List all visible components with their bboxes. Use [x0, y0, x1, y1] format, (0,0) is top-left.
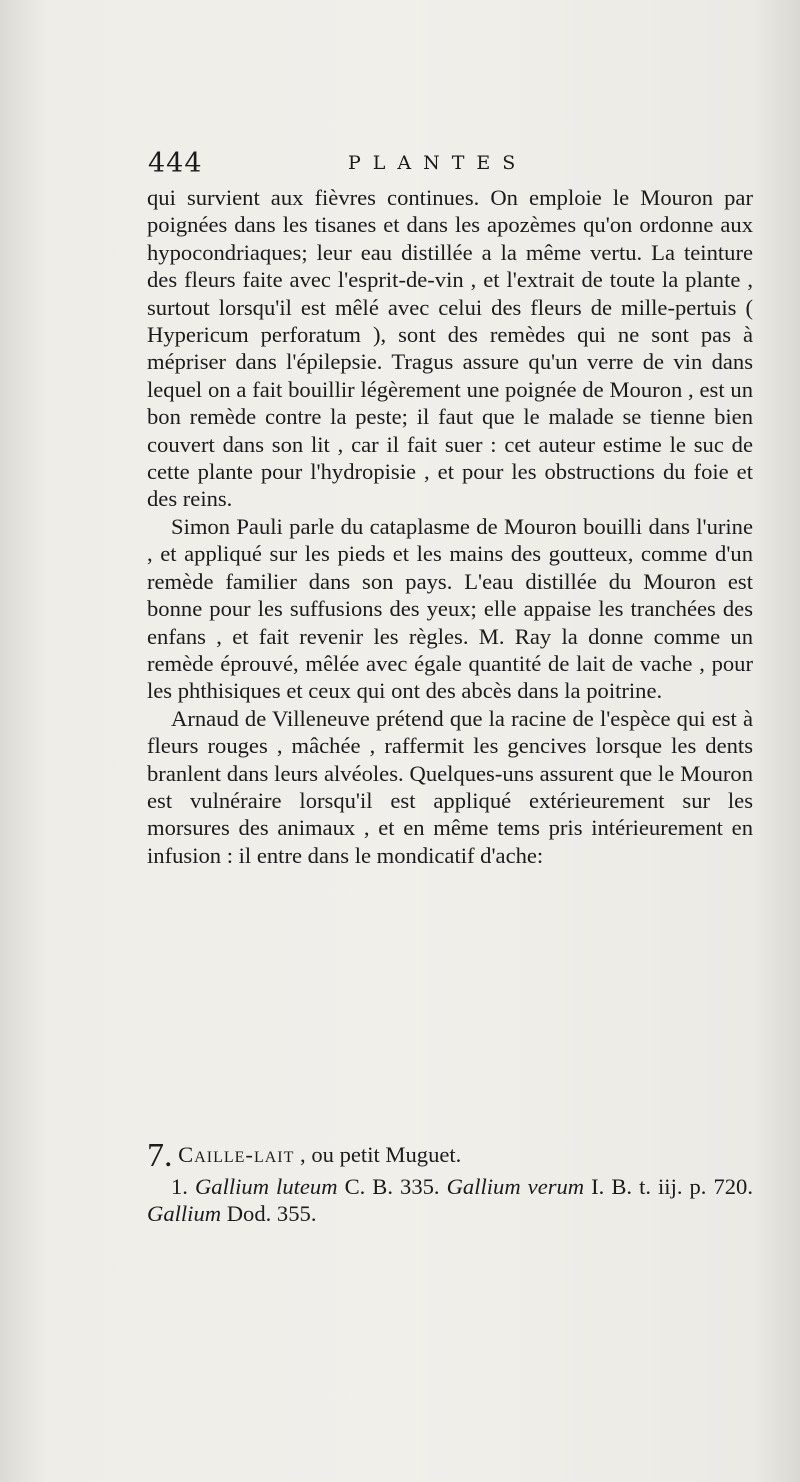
- section-title: [147, 1137, 753, 1174]
- running-title: PLANTES: [348, 152, 528, 174]
- paragraph-3: Arnaud de Villeneuve prétend que la racine de l'espèce qui est à fleurs rouges , mâchée , raffermit les gencives lorsque les dents branlent dans leurs alvéoles. Quelques-uns assurent que le Mouron est vulnéraire lorsqu'il est appliqué extérieurement sur les morsures des animaux , et en même tems pris intérieurement en infusion : il entre dans le mondicatif d'ache:: [147, 705, 753, 868]
- body-text: [147, 184, 753, 869]
- synonym-name-2: Gallium verum: [446, 1174, 585, 1199]
- synonym-ref-1: C. B. 335.: [344, 1174, 440, 1199]
- synonym-name-1: Gallium luteum: [194, 1174, 338, 1199]
- page-number: 444: [148, 148, 203, 179]
- synonym-list: [147, 1173, 753, 1228]
- paragraph-1: qui survient aux fièvres continues. On emploie le Mouron par poignées dans les tisanes et dans les apozèmes qu'on ordonne aux hypocondriaques; leur eau distillée a la même vertu. La teinture des fleurs faite avec l'esprit-de-vin , et l'extrait de toute la plante , surtout lorsqu'il est mêlé avec celui des fleurs de mille-pertuis ( Hypericum perforatum ), sont des remèdes qui ne sont pas à mépriser dans l'épilepsie. Tragus assure qu'un verre de vin dans lequel on a fait bouillir légèrement une poignée de Mouron , est un bon remède contre la peste; il faut que le malade se tienne bien couvert dans son lit , car il fait suer : cet auteur estime le suc de cette plante pour l'hydropisie , et pour les obstructions du foie et des reins.: [147, 185, 753, 512]
- page-header: [148, 148, 768, 184]
- section-number: 7.: [147, 1137, 173, 1174]
- paragraph-2: Simon Pauli parle du cataplasme de Mouron bouilli dans l'urine , et appliqué sur les pieds et les mains des goutteux, comme d'un remède familier dans son pays. L'eau distillée du Mouron est bonne pour les suffusions des yeux; elle appaise les tranchées des enfans , et fait revenir les règles. M. Ray la donne comme un remède éprouvé, mêlée avec égale quantité de lait de vache , pour les phthisiques et ceux qui ont des abcès dans la poitrine.: [147, 513, 753, 704]
- synonym-ref-3: Dod. 355.: [226, 1201, 317, 1227]
- section-entry: [147, 1137, 754, 1228]
- section-name: Caille-lait: [178, 1142, 295, 1167]
- synonym-name-3: Gallium: [147, 1201, 222, 1227]
- section-subtitle: , ou petit Muguet.: [300, 1142, 462, 1167]
- synonym-ref-2: I. B. t. iij. p. 720.: [591, 1174, 754, 1199]
- synonym-index: 1.: [171, 1174, 188, 1199]
